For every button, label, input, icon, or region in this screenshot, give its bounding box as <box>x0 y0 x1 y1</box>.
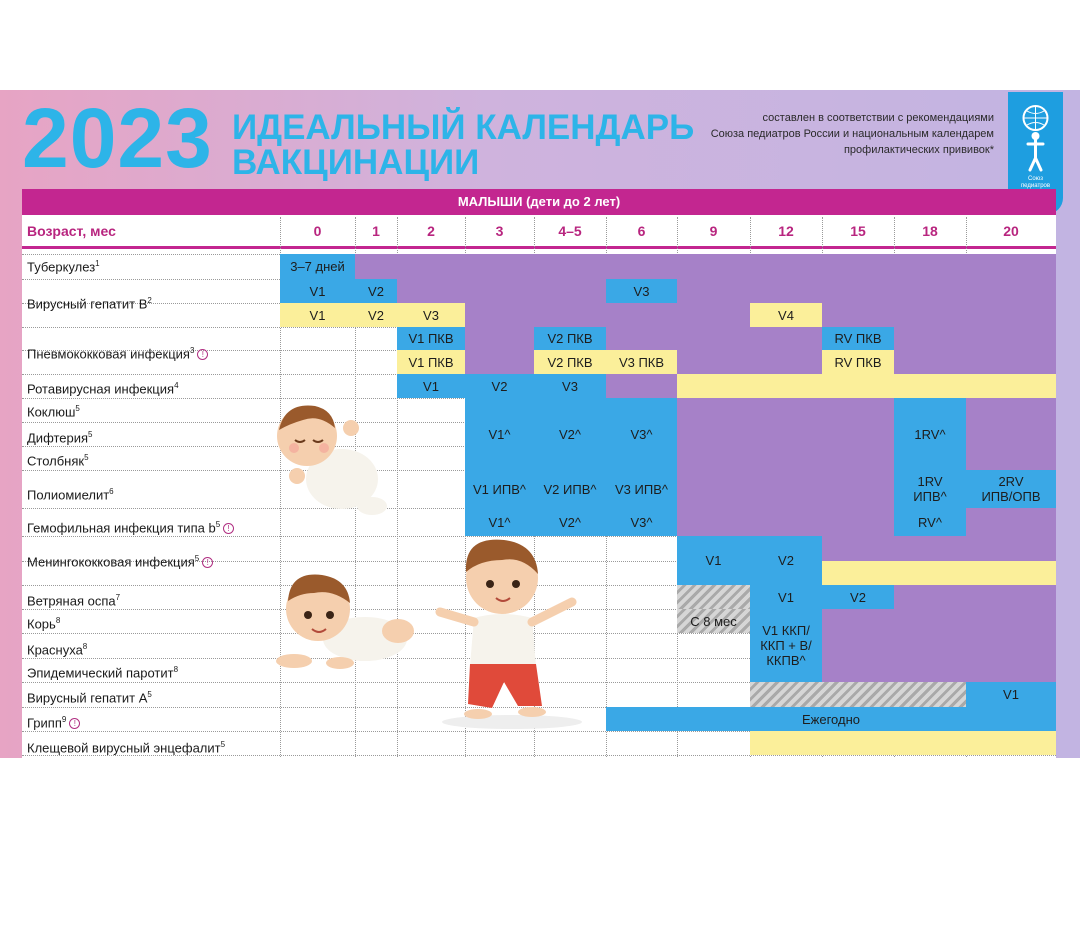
info-icon: ! <box>202 557 213 568</box>
logo-text: Союз педиатров <box>1020 176 1051 189</box>
footnote-marker: 5 <box>147 690 152 699</box>
vaccination-cell: 3–7 дней <box>280 254 355 279</box>
vaccination-cell: V3 ПКВ <box>606 350 677 374</box>
age-header-cell: 15 <box>850 223 866 239</box>
row-label <box>27 551 213 569</box>
footnote-marker: 1 <box>95 259 100 268</box>
vaccination-cell: V4 <box>750 303 822 327</box>
age-header-cell: 0 <box>313 223 322 239</box>
vaccination-cell: С 8 мес <box>677 609 750 633</box>
vaccination-cell: V2 <box>750 536 822 585</box>
vaccination-cell: V1 ПКВ <box>397 350 465 374</box>
row-label-text: Гемофильная инфекция типа b <box>27 520 216 536</box>
row-label-text: Вирусный гепатит B <box>27 296 148 312</box>
row-label-text: Туберкулез <box>27 259 96 275</box>
footnote-marker: 5 <box>88 430 93 439</box>
row-label <box>27 293 152 311</box>
footnote-marker: 7 <box>115 593 121 602</box>
schedule-block <box>677 398 894 470</box>
vaccination-cell: V3 ИПВ^ <box>606 470 677 508</box>
footnote-marker: 8 <box>173 665 179 674</box>
vaccination-cell: 2RV ИПВ/ОПВ <box>966 470 1056 508</box>
vaccination-cell: V1 <box>750 585 822 609</box>
schedule-block <box>355 254 1056 279</box>
schedule-block <box>606 374 677 398</box>
age-header-cell: 4–5 <box>558 223 582 239</box>
info-icon: ! <box>197 349 208 360</box>
age-header-cell: 6 <box>637 223 646 239</box>
row-label <box>27 639 87 657</box>
row-label <box>27 712 80 730</box>
vaccination-cell: V1 ПКВ <box>397 327 465 350</box>
footnote-marker: 2 <box>147 296 152 305</box>
vaccination-cell: V1 <box>966 682 1056 707</box>
row-label-text: Дифтерия <box>27 430 89 446</box>
age-header-cell: 9 <box>709 223 718 239</box>
vaccination-cell: V2 <box>465 374 534 398</box>
vaccination-cell: 1RV ИПВ^ <box>894 470 966 508</box>
vaccination-cell: V1 <box>677 536 750 585</box>
vaccination-cell: V2 <box>355 303 397 327</box>
vaccination-cell: V1 <box>280 279 355 303</box>
schedule-block <box>750 731 1056 755</box>
footnote-marker: 6 <box>109 487 114 496</box>
vaccination-cell: V2 ПКВ <box>534 327 606 350</box>
vaccination-cell: Ежегодно <box>606 707 1056 731</box>
vaccination-cell: V2 <box>822 585 894 609</box>
age-header-cell: 2 <box>427 223 435 239</box>
row-label-text: Грипп <box>27 715 62 731</box>
vaccination-cell: V2 <box>355 279 397 303</box>
vaccination-table <box>22 189 1056 758</box>
footnote-marker: 5 <box>220 740 226 749</box>
footnote-marker: 5 <box>194 554 200 563</box>
globe-figure-icon <box>1008 92 1063 176</box>
schedule-block <box>677 279 1056 303</box>
schedule-block <box>677 585 750 609</box>
walking-baby-illustration <box>432 534 592 734</box>
schedule-block <box>606 327 822 350</box>
footnote-marker: 8 <box>55 616 61 625</box>
schedule-block <box>822 561 1056 585</box>
row-label <box>27 450 89 468</box>
vaccination-cell: V2^ <box>534 508 606 536</box>
vaccination-cell: V3 <box>534 374 606 398</box>
vaccination-cell: V2^ <box>534 398 606 470</box>
vaccination-cell: V1 <box>397 374 465 398</box>
schedule-block <box>677 350 822 374</box>
row-label <box>27 613 60 631</box>
poster-title <box>232 110 694 180</box>
footnote-marker: 5 <box>75 404 80 413</box>
vaccination-cell: V1 <box>280 303 355 327</box>
schedule-block <box>465 350 534 374</box>
subtitle-line-2: Союза педиатров России и национальным календарем <box>710 128 994 140</box>
row-label <box>27 484 114 502</box>
poster-title-line-1: ИДЕАЛЬНЫЙ КАЛЕНДАРЬ <box>232 108 695 147</box>
row-label <box>27 517 234 535</box>
row-label <box>27 662 178 680</box>
schedule-block <box>822 536 1056 561</box>
row-label <box>27 737 225 755</box>
footnote-marker: 5 <box>84 453 89 462</box>
vaccination-cell: V3 <box>397 303 465 327</box>
age-header-cell: 18 <box>922 223 938 239</box>
vaccination-cell: V1^ <box>465 508 534 536</box>
row-label-text: Вирусный гепатит А <box>27 690 148 706</box>
footnote-marker: 3 <box>189 346 195 355</box>
age-header-cell: 20 <box>1003 223 1019 239</box>
schedule-block <box>677 470 894 508</box>
row-label-text: Корь <box>27 616 56 632</box>
schedule-block <box>894 327 1056 350</box>
schedule-block <box>677 508 894 536</box>
vaccination-cell: 1RV^ <box>894 398 966 470</box>
row-label-text: Эпидемический паротит <box>27 665 174 681</box>
vaccination-cell: V2 ИПВ^ <box>534 470 606 508</box>
row-label-text: Пневмококковая инфекция <box>27 346 190 362</box>
schedule-block <box>894 585 1056 609</box>
vaccination-cell: RV ПКВ <box>822 327 894 350</box>
row-label <box>27 687 152 705</box>
row-label-text: Клещевой вирусный энцефалит <box>27 740 221 756</box>
schedule-block <box>397 279 606 303</box>
row-label-text: Коклюш <box>27 404 76 420</box>
poster-year: 2023 <box>22 91 213 185</box>
schedule-block <box>966 398 1056 470</box>
row-label-text: Столбняк <box>27 453 85 469</box>
vaccination-cell: V1 ИПВ^ <box>465 470 534 508</box>
footnote-marker: 8 <box>82 642 88 651</box>
vaccination-cell: RV ПКВ <box>822 350 894 374</box>
footnote-marker: 4 <box>174 381 179 390</box>
footnote-marker: 9 <box>61 715 67 724</box>
crawling-baby-illustration <box>270 559 420 679</box>
vaccination-cell: V3^ <box>606 508 677 536</box>
schedule-block <box>822 303 1056 327</box>
row-label-text: Ротавирусная инфекция <box>27 381 175 397</box>
row-label <box>27 256 100 274</box>
row-label <box>27 590 120 608</box>
schedule-block <box>677 374 1056 398</box>
row-label-text: Ветряная оспа <box>27 593 116 609</box>
header-divider <box>22 246 1056 249</box>
poster-subtitle <box>700 110 994 158</box>
row-label-text: Менингококковая инфекция <box>27 554 195 570</box>
vaccination-cell: V1^ <box>465 398 534 470</box>
row-label-text: Полиомиелит <box>27 487 110 503</box>
schedule-block <box>822 609 1056 682</box>
info-icon: ! <box>69 718 80 729</box>
row-label <box>27 343 208 361</box>
row-label <box>27 378 179 396</box>
age-header-cell: 1 <box>372 223 380 239</box>
subtitle-line-3: профилактических прививок* <box>843 144 994 156</box>
subtitle-line-1: составлен в соответствии с рекомендациями <box>762 112 994 124</box>
age-header-label: Возраст, мес <box>27 223 116 239</box>
vaccination-cell: V2 ПКВ <box>534 350 606 374</box>
row-label <box>27 401 80 419</box>
vaccination-cell: V3^ <box>606 398 677 470</box>
row-label <box>27 427 93 445</box>
schedule-block <box>750 682 966 707</box>
schedule-block <box>894 350 1056 374</box>
poster-title-line-2: ВАКЦИНАЦИИ <box>232 143 480 182</box>
table-caption: МАЛЫШИ (дети до 2 лет) <box>22 189 1056 215</box>
row-label-text: Краснуха <box>27 642 83 658</box>
schedule-block <box>465 327 534 350</box>
sleeping-baby-illustration <box>267 394 397 524</box>
vaccination-cell: RV^ <box>894 508 966 536</box>
vaccination-cell: V3 <box>606 279 677 303</box>
footnote-marker: 5 <box>215 520 221 529</box>
vaccination-cell: V1 ККП/ ККП + В/ ККПВ^ <box>750 609 822 682</box>
schedule-block <box>966 508 1056 536</box>
schedule-block <box>465 303 750 327</box>
info-icon: ! <box>223 523 234 534</box>
age-header-cell: 12 <box>778 223 794 239</box>
age-header-cell: 3 <box>495 223 504 239</box>
